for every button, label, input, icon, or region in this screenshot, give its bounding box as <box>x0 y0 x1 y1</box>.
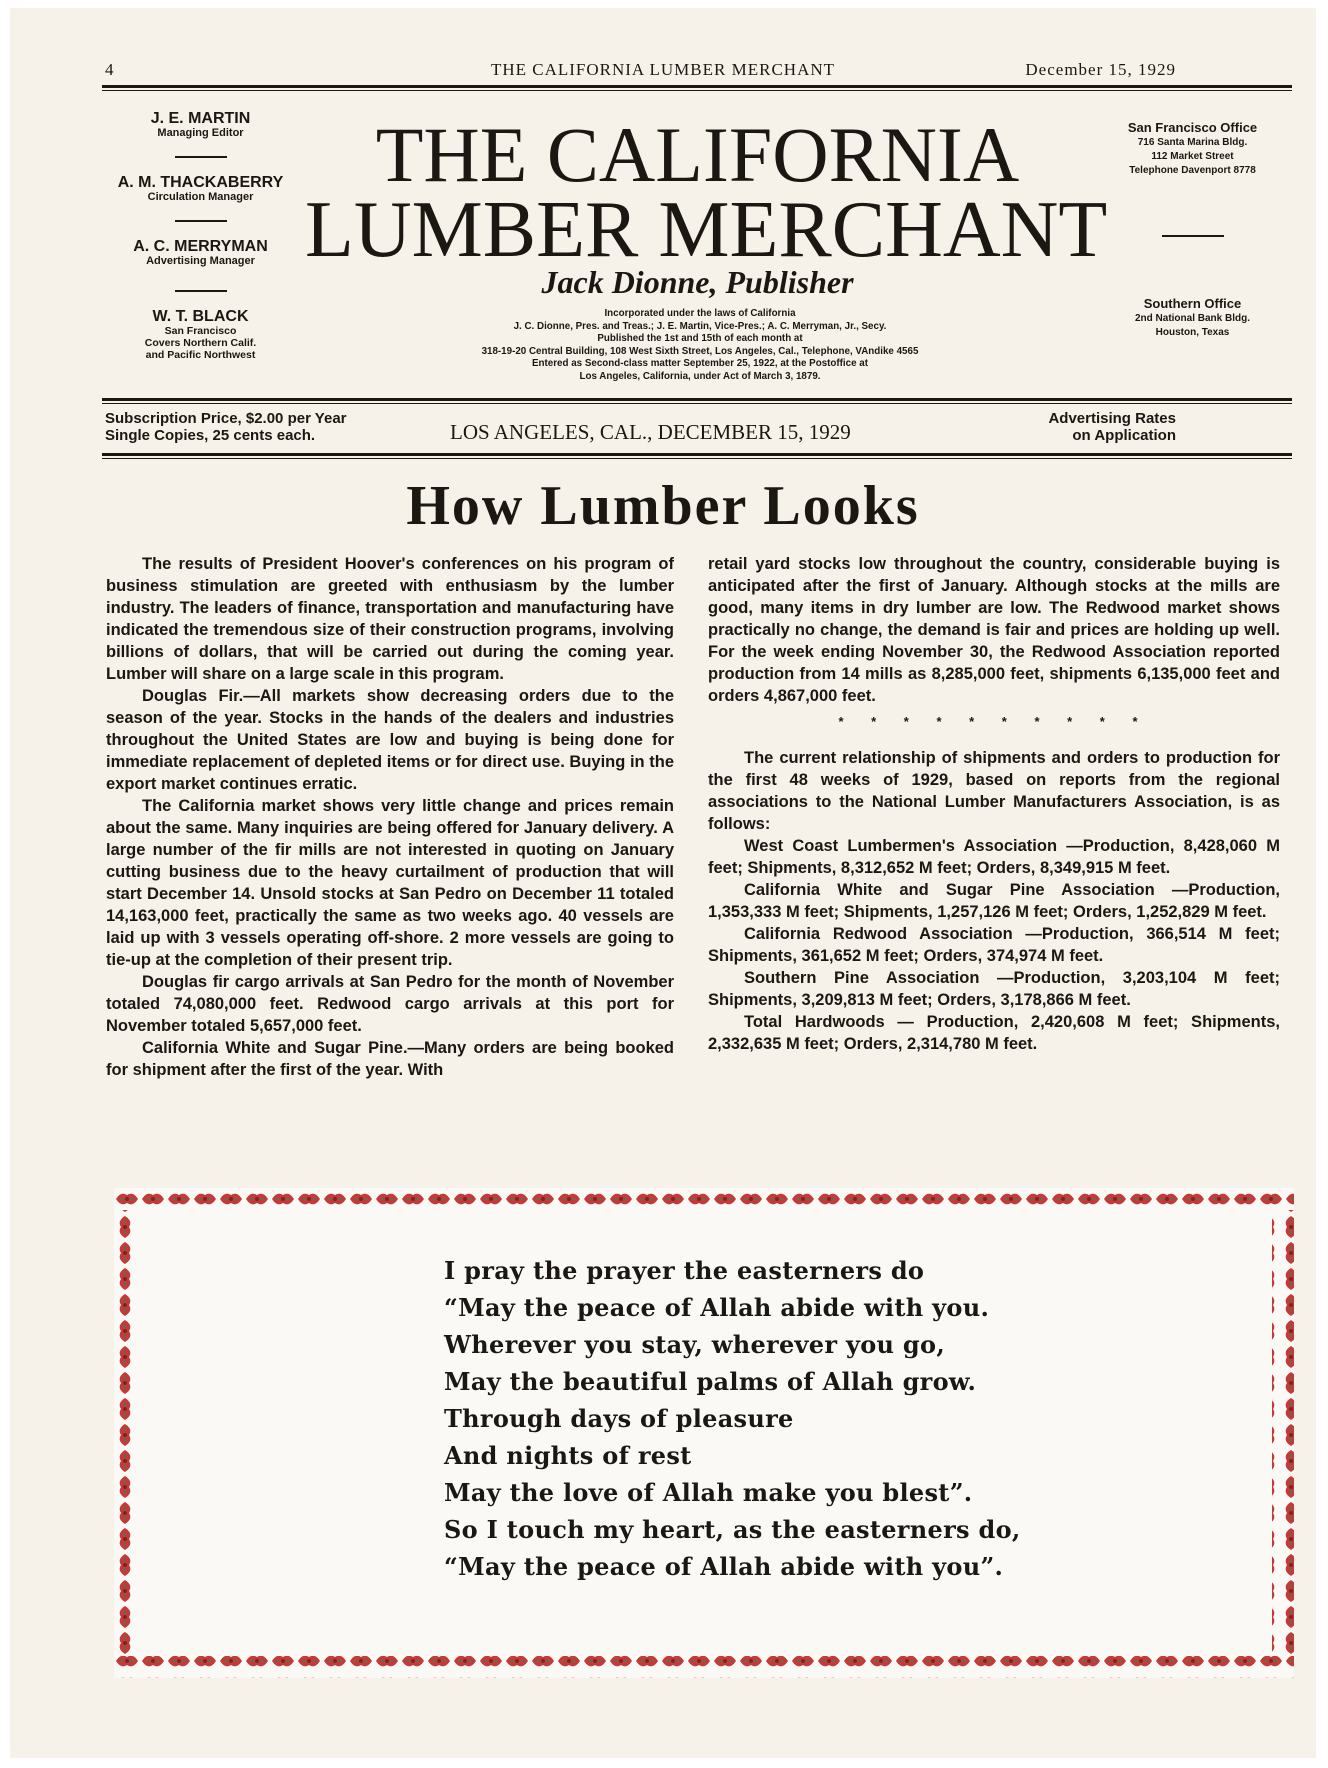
subscription-price: Subscription Price, $2.00 per Year <box>105 410 347 427</box>
masthead-rule <box>102 398 1292 401</box>
star-separator: * * * * * * * * * * <box>838 714 1150 729</box>
incorp-line: 318-19-20 Central Building, 108 West Sixth Street, Los Angeles, Cal., Telephone, VAndike 4565 <box>481 345 919 357</box>
header-rule-thin <box>102 90 1292 91</box>
publisher-name: Jack Dionne, Publisher <box>541 264 854 300</box>
article-column-left <box>106 553 674 1081</box>
staff-divider <box>175 290 227 292</box>
article-paragraph: California White and Sugar Pine Association —Production, 1,353,333 M feet; Shipments, 1,257,126 M feet; Orders, 1,252,829 M feet. <box>708 881 1280 921</box>
poem-box <box>114 1188 1294 1678</box>
staff-role: Covers Northern Calif. <box>144 337 257 349</box>
running-date: December 15, 1929 <box>1025 60 1176 79</box>
dateline-rule <box>102 453 1292 456</box>
incorp-line: Incorporated under the laws of California <box>604 308 796 319</box>
staff-divider <box>175 220 227 222</box>
newspaper-page <box>10 8 1316 1758</box>
incorporation-notice <box>350 308 1050 383</box>
header-rule <box>102 85 1292 88</box>
single-copy-price: Single Copies, 25 cents each. <box>105 427 316 444</box>
masthead-title-line2: LUMBER MERCHANT <box>305 186 1108 274</box>
article-paragraph: The California market shows very little change and prices remain about the same. Many inquiries are being offered for January delivery. A large number of the fir mills are not interested in quoting on January cutting business due to the heavy curtailment of production that will start December 14. Unsold stocks at San Pedro on December 11 totaled 14,163,000 feet, practically the same as two weeks ago. 40 vessels are laid up with 3 vessels operating off-shore. 2 more vessels are going to tie-up at the completion of their present trip. <box>106 797 674 969</box>
advertising-rates <box>1048 410 1176 444</box>
staff-name: J. E. MARTIN <box>150 110 251 127</box>
staff-role: Circulation Manager <box>147 191 254 203</box>
masthead-title-line1: THE CALIFORNIA <box>375 111 1020 198</box>
office-divider <box>1162 235 1224 237</box>
incorp-line: Published the 1st and 15th of each month at <box>597 333 803 344</box>
staff-role: and Pacific Northwest <box>145 349 256 361</box>
staff-role: Advertising Manager <box>146 255 255 267</box>
article-paragraph: The results of President Hoover's conferences on his program of business stimulation are greeted with enthusiasm by the lumber industry. The leaders of finance, transportation and manufacturing have indicated the tremendous size of their construction programs, involving billions of dollars, that will be carried out during the coming year. Lumber will share on a large scale in this program. <box>106 555 674 683</box>
poem-line: May the love of Allah make you blest”. <box>444 1478 973 1507</box>
staff-role: Managing Editor <box>157 127 244 139</box>
article-column-right <box>708 553 1280 1055</box>
incorp-line: J. C. Dionne, Pres. and Treas.; J. E. Martin, Vice-Pres.; A. C. Merryman, Jr., Secy. <box>513 320 887 332</box>
article-paragraph: Total Hardwoods — Production, 2,420,608 M feet; Shipments, 2,332,635 M feet; Orders, 2,314,780 M feet. <box>708 1013 1280 1053</box>
article-paragraph: Douglas fir cargo arrivals at San Pedro for the month of November totaled 74,080,000 feet. Redwood cargo arrivals at this port for November totaled 5,657,000 feet. <box>106 973 674 1035</box>
staff-role: San Francisco <box>164 325 237 337</box>
article-paragraph: Southern Pine Association —Production, 3,203,104 M feet; Shipments, 3,209,813 M feet; Orders, 3,178,866 M feet. <box>708 969 1280 1009</box>
sf-office <box>1090 120 1295 178</box>
article-paragraph: West Coast Lumbermen's Association —Production, 8,428,060 M feet; Shipments, 8,312,652 M feet; Orders, 8,349,915 M feet. <box>708 837 1280 877</box>
poem-line: And nights of rest <box>444 1441 692 1470</box>
running-title: THE CALIFORNIA LUMBER MERCHANT <box>490 60 836 79</box>
southern-office <box>1090 296 1295 340</box>
staff-list <box>98 110 303 361</box>
staff-name: W. T. BLACK <box>152 308 249 325</box>
adrates-line: on Application <box>1072 427 1176 444</box>
staff-advertising <box>98 238 303 268</box>
adrates-line: Advertising Rates <box>1048 410 1176 427</box>
poem <box>444 1252 1144 1585</box>
staff-name: A. C. MERRYMAN <box>133 238 268 255</box>
staff-sf <box>98 308 303 361</box>
poem-line: I pray the prayer the easterners do <box>444 1256 925 1285</box>
page-number: 4 <box>105 60 115 79</box>
office-line: 112 Market Street <box>1151 151 1234 162</box>
staff-editor <box>98 110 303 140</box>
article-paragraph: California White and Sugar Pine.—Many orders are being booked for shipment after the first of the year. With <box>106 1039 674 1079</box>
poem-line: Wherever you stay, wherever you go, <box>444 1330 945 1359</box>
dateline-rule-thin <box>102 458 1292 459</box>
article-paragraph: retail yard stocks low throughout the country, considerable buying is anticipated after the first of January. Although stocks at the mills are good, many items in dry lumber are low. The Redwood market shows practically no change, the demand is fair and prices are holding up well. For the week ending November 30, the Redwood Association reported production from 14 mills as 8,285,000 feet, shipments 6,135,000 feet and orders 4,867,000 feet. <box>708 555 1280 705</box>
subscription-info <box>105 410 347 444</box>
poem-line: “May the peace of Allah abide with you. <box>444 1293 990 1322</box>
masthead-rule-thin <box>102 403 1292 404</box>
staff-circulation <box>98 174 303 204</box>
article-paragraph: Douglas Fir.—All markets show decreasing orders due to the season of the year. Stocks in the hands of the dealers and industries throughout the United States are low and buying is being done for immediate replacement of depleted items or for direct use. Buying in the export market continues erratic. <box>106 687 674 793</box>
office-title: San Francisco Office <box>1127 120 1258 135</box>
office-line: 2nd National Bank Bldg. <box>1134 313 1250 324</box>
article-paragraph: California Redwood Association —Production, 366,514 M feet; Shipments, 361,652 M feet; Orders, 374,974 M feet. <box>708 925 1280 965</box>
poem-line: “May the peace of Allah abide with you”. <box>444 1552 1004 1581</box>
staff-name: A. M. THACKABERRY <box>117 174 284 191</box>
office-line: 716 Santa Marina Bldg. <box>1137 137 1248 148</box>
staff-divider <box>175 156 227 158</box>
incorp-line: Los Angeles, California, under Act of March 3, 1879. <box>579 370 821 382</box>
office-line: Houston, Texas <box>1155 327 1230 338</box>
article-paragraph: The current relationship of shipments and orders to production for the first 48 weeks of 1929, based on reports from the regional associations to the National Lumber Manufacturers Association, is as follows: <box>708 749 1280 833</box>
poem-line: Through days of pleasure <box>444 1404 794 1433</box>
article-headline: How Lumber Looks <box>406 475 920 537</box>
poem-line: May the beautiful palms of Allah grow. <box>444 1367 977 1396</box>
incorp-line: Entered as Second-class matter September 25, 1922, at the Postoffice at <box>532 358 868 369</box>
office-title: Southern Office <box>1143 296 1242 311</box>
dateline: LOS ANGELES, CAL., DECEMBER 15, 1929 <box>450 420 851 444</box>
poem-line: So I touch my heart, as the easterners do, <box>444 1515 1021 1544</box>
office-line: Telephone Davenport 8778 <box>1129 165 1256 176</box>
